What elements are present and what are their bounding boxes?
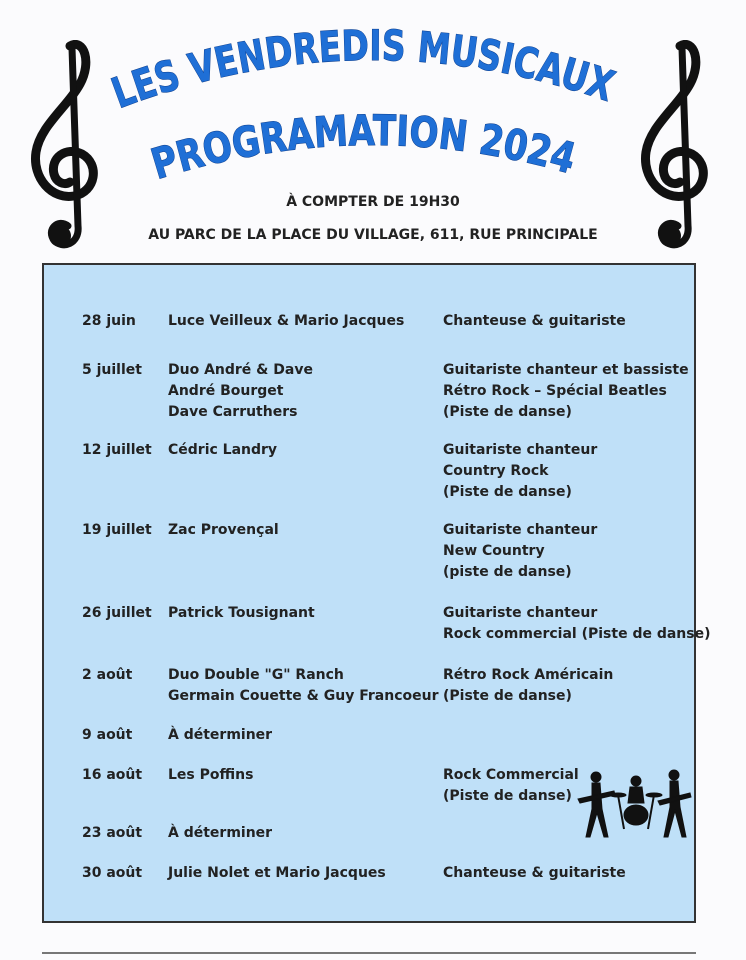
description-line: (Piste de danse) — [443, 404, 572, 420]
description-line: (piste de danse) — [443, 564, 572, 580]
schedule-description — [443, 440, 698, 503]
schedule-description — [443, 603, 711, 645]
description-line: (Piste de danse) — [443, 788, 572, 804]
schedule-artist — [168, 520, 458, 541]
start-time: À COMPTER DE 19H30 — [286, 194, 460, 210]
description-line: Rétro Rock – Spécial Beatles — [443, 383, 667, 399]
schedule-date: 5 juillet — [82, 362, 142, 378]
description-line: New Country — [443, 543, 545, 559]
schedule-date: 2 août — [82, 667, 133, 683]
treble-clef-icon — [26, 40, 106, 255]
description-line: Guitariste chanteur — [443, 442, 598, 458]
artist-line: Patrick Tousignant — [168, 605, 315, 621]
schedule-date: 9 août — [82, 727, 133, 743]
description-line: (Piste de danse) — [443, 484, 572, 500]
artist-line: Cédric Landry — [168, 442, 278, 458]
svg-text:LES VENDREDIS MUSICAUX — [105, 20, 627, 118]
schedule-artist — [168, 665, 458, 707]
schedule-artist — [168, 603, 458, 624]
schedule-date: 26 juillet — [82, 605, 152, 621]
description-line: Guitariste chanteur et bassiste — [443, 362, 689, 378]
schedule-artist — [168, 725, 458, 746]
schedule-date: 23 août — [82, 825, 143, 841]
schedule-date: 28 juin — [82, 313, 136, 329]
schedule-artist — [168, 863, 458, 884]
schedule-artist — [168, 360, 458, 423]
artist-line: Duo André & Dave — [168, 362, 313, 378]
description-line: Guitariste chanteur — [443, 605, 598, 621]
description-line: Guitariste chanteur — [443, 522, 598, 538]
artist-line: André Bourget — [168, 383, 284, 399]
schedule-description — [443, 360, 698, 423]
artist-line: À déterminer — [168, 727, 273, 743]
description-line: Chanteuse & guitariste — [443, 313, 626, 329]
artist-line: Zac Provençal — [168, 522, 279, 538]
schedule-description — [443, 311, 698, 332]
schedule-description — [443, 520, 698, 583]
title-line1: LES VENDREDIS MUSICAUX — [105, 20, 627, 118]
schedule-description — [443, 765, 698, 807]
artist-line: Germain Couette & Guy Francoeur — [168, 688, 439, 704]
location: AU PARC DE LA PLACE DU VILLAGE, 611, RUE PRINCIPALE — [148, 227, 598, 243]
schedule-artist — [168, 823, 458, 844]
description-line: Country Rock — [443, 463, 549, 479]
schedule-date: 19 juillet — [82, 522, 152, 538]
schedule-date: 16 août — [82, 767, 143, 783]
schedule-panel — [42, 263, 711, 923]
artist-line: Duo Double "G" Ranch — [168, 667, 344, 683]
schedule-artist — [168, 765, 458, 786]
artist-line: Luce Veilleux & Mario Jacques — [168, 313, 405, 329]
artist-line: Les Poffins — [168, 767, 254, 783]
schedule-description — [443, 665, 698, 707]
page-divider — [42, 952, 696, 954]
schedule-description — [443, 863, 698, 884]
artist-line: Julie Nolet et Mario Jacques — [168, 865, 386, 881]
artist-line: Dave Carruthers — [168, 404, 298, 420]
svg-text:PROGRAMATION 2024 — [145, 105, 587, 189]
artist-line: À déterminer — [168, 825, 273, 841]
title-line2: PROGRAMATION 2024 — [145, 105, 587, 189]
description-line: Rétro Rock Américain — [443, 667, 614, 683]
description-line: (Piste de danse) — [443, 688, 572, 704]
description-line: Chanteuse & guitariste — [443, 865, 626, 881]
schedule-date: 12 juillet — [82, 442, 152, 458]
description-line: Rock Commercial — [443, 767, 579, 783]
schedule-date: 30 août — [82, 865, 143, 881]
schedule-artist — [168, 440, 458, 461]
schedule-artist — [168, 311, 458, 332]
poster-title — [100, 10, 646, 200]
description-line: Rock commercial (Piste de danse) — [443, 626, 711, 642]
treble-clef-icon — [636, 40, 716, 255]
